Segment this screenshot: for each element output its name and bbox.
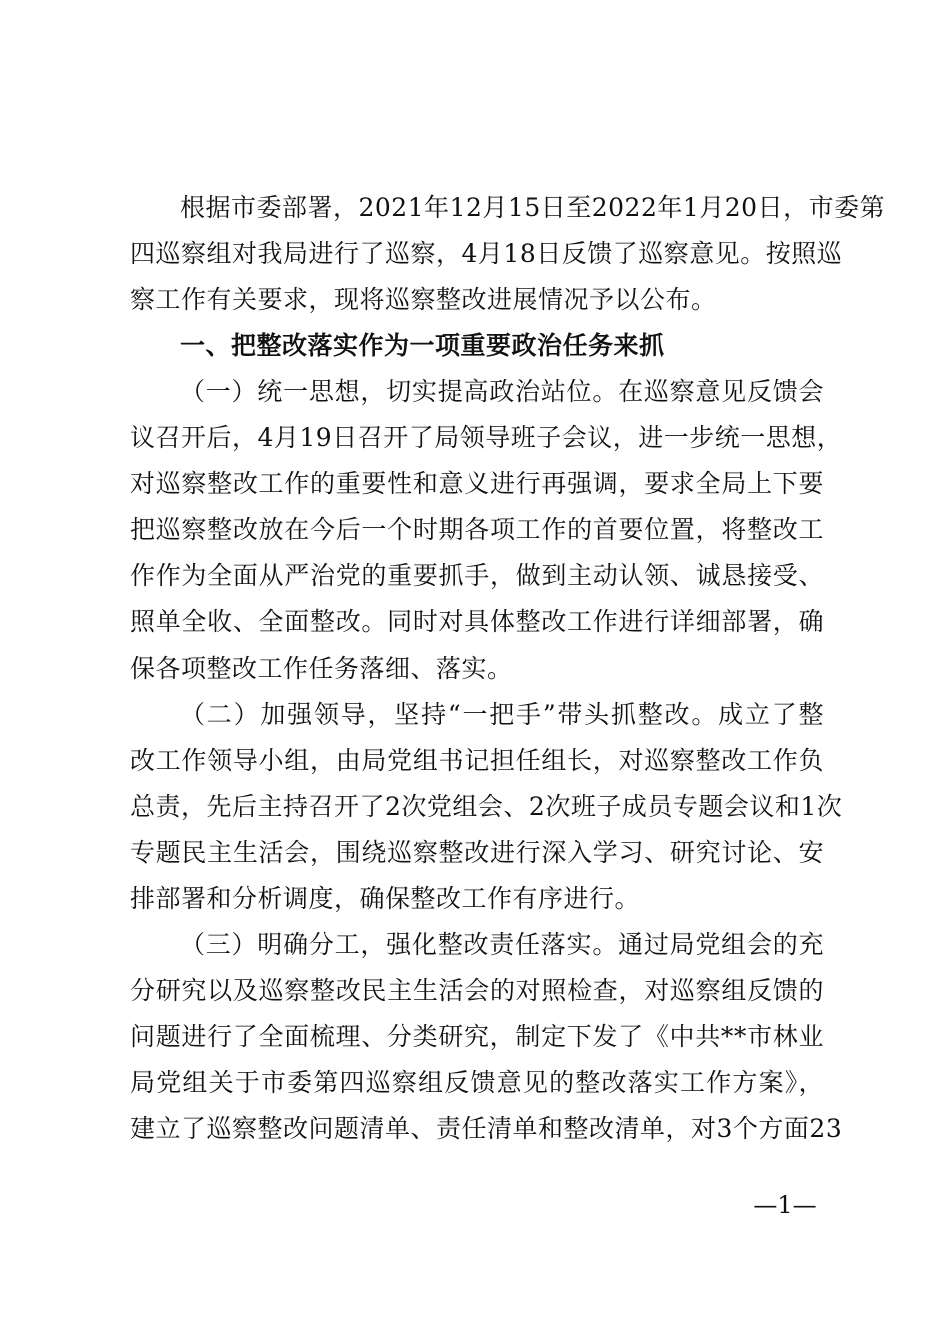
paragraph-line: 局党组关于市委第四巡察组反馈意见的整改落实工作方案》， bbox=[130, 1067, 824, 1097]
paragraph-line: 问题进行了全面梳理、分类研究，制定下发了《中共**市林业 bbox=[130, 1021, 824, 1051]
paragraph-line: 议召开后，4月19日召开了局领导班子会议，进一步统一思想， bbox=[130, 423, 843, 453]
paragraph-line: 分研究以及巡察整改民主生活会的对照检查，对巡察组反馈的 bbox=[130, 975, 824, 1005]
paragraph-line: 总责，先后主持召开了2次党组会、2次班子成员专题会议和1次 bbox=[130, 791, 843, 821]
paragraph-line: 照单全收、全面整改。同时对具体整改工作进行详细部署，确 bbox=[130, 607, 824, 637]
paragraph-line: 排部署和分析调度，确保整改工作有序进行。 bbox=[130, 883, 641, 913]
paragraph-line: 专题民主生活会，围绕巡察整改进行深入学习、研究讨论、安 bbox=[130, 837, 824, 867]
paragraph-line: 对巡察整改工作的重要性和意义进行再强调，要求全局上下要 bbox=[130, 469, 824, 499]
paragraph-line: 把巡察整改放在今后一个时期各项工作的首要位置，将整改工 bbox=[130, 515, 824, 545]
paragraph-line: 作作为全面从严治党的重要抓手，做到主动认领、诚恳接受、 bbox=[130, 561, 824, 591]
paragraph-line: 根据市委部署，2021年12月15日至2022年1月20日，市委第 bbox=[180, 193, 886, 222]
paragraph-line: 建立了巡察整改问题清单、责任清单和整改清单，对3个方面23 bbox=[130, 1114, 843, 1143]
paragraph-line: （一）统一思想，切实提高政治站位。在巡察意见反馈会 bbox=[180, 377, 824, 407]
paragraph-line: （三）明确分工，强化整改责任落实。通过局党组会的充 bbox=[180, 929, 824, 959]
paragraph-line: 察工作有关要求，现将巡察整改进展情况予以公布。 bbox=[130, 285, 717, 315]
paragraph-line: 保各项整改工作任务落细、落实。 bbox=[130, 653, 513, 683]
paragraph-line: 改工作领导小组，由局党组书记担任组长，对巡察整改工作负 bbox=[130, 745, 824, 775]
section-heading: 一、把整改落实作为一项重要政治任务来抓 bbox=[180, 331, 665, 361]
paragraph-line: 四巡察组对我局进行了巡察，4月18日反馈了巡察意见。按照巡 bbox=[130, 239, 843, 269]
page-number: —1— bbox=[753, 1191, 817, 1219]
paragraph-line: （二）加强领导，坚持“一把手”带头抓整改。成立了整 bbox=[180, 699, 824, 729]
